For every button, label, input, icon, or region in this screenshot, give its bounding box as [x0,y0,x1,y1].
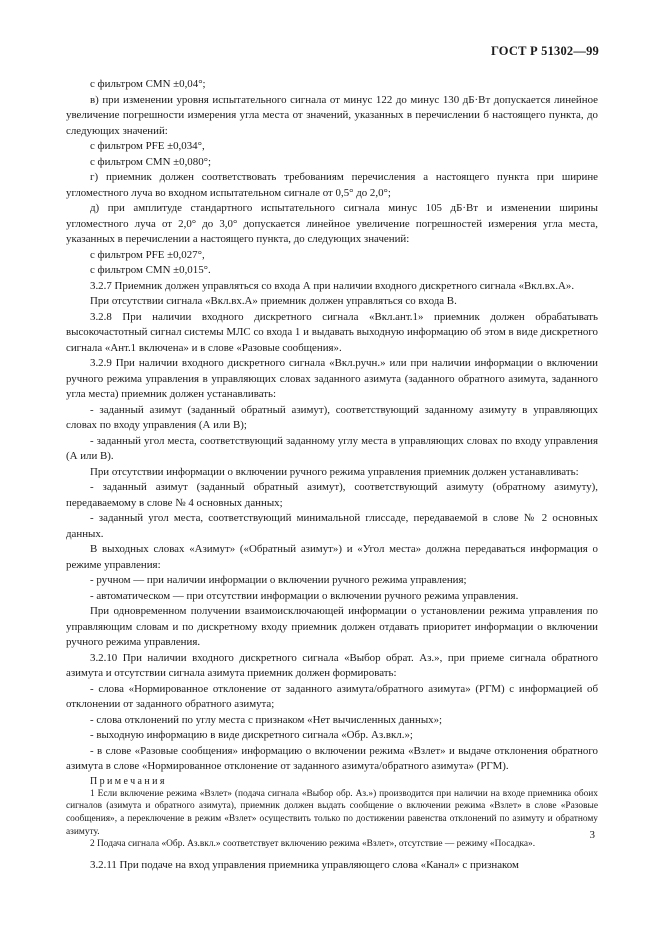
note-item-2: 2 Подача сигнала «Обр. Аз.вкл.» соответствует включению режима «Взлет», отсутствие — режиму «Посадка». [90,839,536,850]
paragraph: - выходную информацию в виде дискретного сигнала «Обр. Аз.вкл.»; [90,729,413,741]
paragraph: - заданный угол места, соответствующий минимальной глиссаде, передаваемой в слове № 2 основных данных. [66,512,598,540]
note-item-1: 1 Если включение режима «Взлет» (подача сигнала «Выбор обр. Аз.») производится при наличии на входе приемника обоих сигналов (азимута и обратного азимута), приемник должен выдать сообщение о включении режима «Взлет» в слове «Разовые сообщения», а переключение в режим «Взлет» осуществить только по достижении равенства отклонений по азимуту и обратному азимуту. [66,788,598,837]
paragraph: г) приемник должен соответствовать требованиям перечисления а настоящего пункта при ширине угломестного луча во входном испытательном сигнале от 0,5° до 2,0°; [66,171,598,199]
paragraph: - ручном — при наличии информации о включении ручного режима управления; [90,574,467,586]
document-body [66,77,598,874]
paragraph: 3.2.10 При наличии входного дискретного сигнала «Выбор обрат. Аз.», при приеме сигнала обратного азимута и отсутствии сигнала азимута приемник должен формировать: [66,651,598,679]
paragraph: - в слове «Разовые сообщения» информацию о включении режима «Взлет» и выдаче отклонения обратного азимута в слове «Нормированное отклонение от заданного азимута/обратного азимута» (РГМ). [66,744,598,772]
paragraph: с фильтром PFE ±0,034°, [90,140,205,152]
paragraph: При отсутствии информации о включении ручного режима управления приемник должен устанавливать: [90,465,579,478]
final-paragraph: 3.2.11 При подаче на вход управления приемника управляющего слова «Канал» с признаком [90,859,519,872]
paragraph: с фильтром CMN ±0,015°. [90,264,211,276]
paragraph: - заданный угол места, соответствующий заданному углу места в управляющих словах по входу управления (А или В). [66,434,598,462]
paragraph: с фильтром PFE ±0,027°, [90,248,205,261]
paragraph: - заданный азимут (заданный обратный азимут), соответствующий азимуту (обратному азимуту), передаваемому в слове № 4 основных данных; [66,481,598,509]
paragraph: При отсутствии сигнала «Вкл.вх.А» приемник должен управляться со входа В. [90,295,457,307]
paragraph: - слова «Нормированное отклонение от заданного азимута/обратного азимута» (РГМ) с информацией об отклонении от заданного обратного азимута; [66,682,598,710]
paragraph: В выходных словах «Азимут» («Обратный азимут») и «Угол места» должна передаваться информация о режиме управления: [66,543,598,571]
paragraph: 3.2.8 При наличии входного дискретного сигнала «Вкл.ант.1» приемник должен обрабатывать высокочастотный сигнал системы МЛС со входа 1 и выдавать выходную информацию об этом в виде дискретного сигнала «Ант.1 включена» и в слове «Разовые сообщения». [66,310,598,354]
paragraph-list [66,77,598,775]
paragraph: 3.2.7 Приемник должен управляться со входа А при наличии входного дискретного сигнала «Вкл.вх.А». [90,279,575,292]
paragraph: При одновременном получении взаимоисключающей информации о установлении режима управления по управляющим словам и по дискретному входу приемник должен отдавать приоритет информации о включении ручного режима управления. [66,605,598,648]
paragraph: в) при изменении уровня испытательного сигнала от минус 122 до минус 130 дБ·Вт допускается линейное увеличение погрешности измерения угла места от значений, указанных в перечислении б настоящего пункта, до следующих значений: [66,93,598,137]
page-number: 3 [589,829,595,841]
paragraph: - автоматическом — при отсутствии информации о включении ручного режима управления. [90,589,519,602]
document-code-header: ГОСТ Р 51302—99 [490,44,599,58]
paragraph: 3.2.9 При наличии входного дискретного сигнала «Вкл.ручн.» или при наличии информации о включении ручного режима управления в управляющих словах заданного азимута (заданного обратного азимута, заданного угла места) приемник должен устанавливать: [66,357,598,400]
paragraph: - слова отклонений по углу места с признаком «Нет вычисленных данных»; [90,713,443,726]
paragraph: с фильтром CMN ±0,04°; [90,78,206,90]
paragraph: с фильтром CMN ±0,080°; [90,155,212,168]
paragraph: д) при амплитуде стандартного испытательного сигнала минус 105 дБ·Вт и изменении ширины угломестного луча от 2,0° до 3,0° допускается линейное увеличение погрешностей измерения угла места, указанных в перечислении а настоящего пункта, до следующих значений: [66,202,598,245]
notes-title: Примечания [90,775,167,787]
spacer [66,851,598,858]
paragraph: - заданный азимут (заданный обратный азимут), соответствующий заданному азимуту в управляющих словах по входу управления (А или В); [66,403,598,431]
